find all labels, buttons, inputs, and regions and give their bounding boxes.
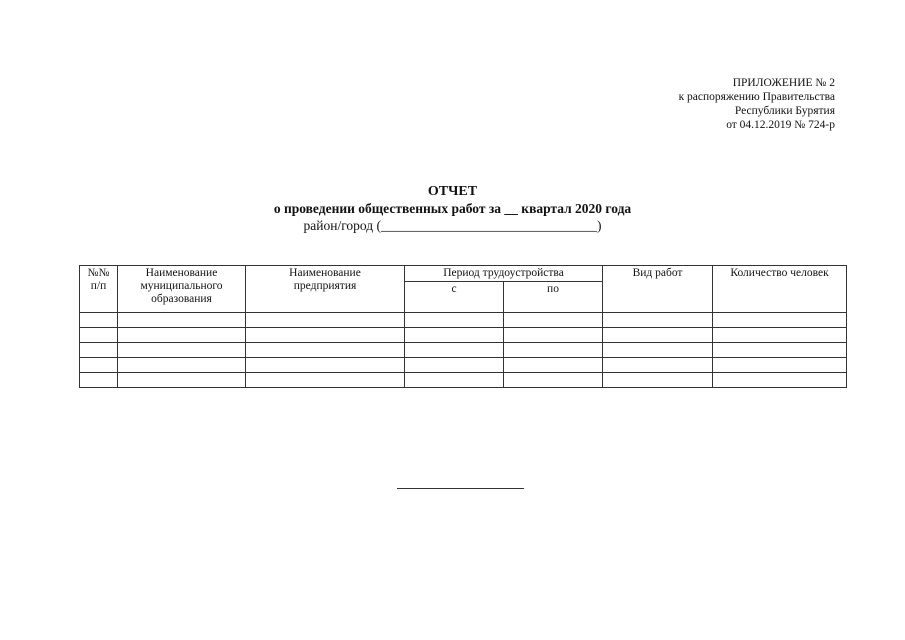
table-cell xyxy=(80,343,118,358)
table-cell xyxy=(713,358,847,373)
table-cell xyxy=(118,358,246,373)
table-cell xyxy=(504,313,603,328)
header-work-type xyxy=(603,266,713,313)
table-cell xyxy=(80,358,118,373)
header-num xyxy=(80,266,118,313)
header-period xyxy=(405,266,603,282)
table-cell xyxy=(118,343,246,358)
header-municipality xyxy=(118,266,246,313)
table-cell xyxy=(504,373,603,388)
header-period-to xyxy=(504,282,603,313)
header-enterprise-text: Наименование предприятия xyxy=(289,267,361,292)
table-row xyxy=(80,373,847,388)
table-cell xyxy=(405,313,504,328)
appendix-date: от 04.12.2019 № 724-р xyxy=(726,119,835,131)
table-row xyxy=(80,358,847,373)
appendix-order-line: к распоряжению Правительства xyxy=(678,91,835,103)
table-cell xyxy=(603,358,713,373)
appendix-header xyxy=(679,76,835,132)
header-period-from xyxy=(405,282,504,313)
report-region: район/город (________________________________) xyxy=(303,218,602,233)
table-cell xyxy=(118,313,246,328)
table-cell xyxy=(246,313,405,328)
table-row xyxy=(80,313,847,328)
header-num-text: №№ п/п xyxy=(87,267,110,292)
header-municipality-text: Наименование муниципального образования xyxy=(140,267,223,305)
table-cell xyxy=(80,328,118,343)
header-people-count xyxy=(713,266,847,313)
table-cell xyxy=(405,328,504,343)
table-cell xyxy=(713,328,847,343)
table-cell xyxy=(504,328,603,343)
appendix-number: ПРИЛОЖЕНИЕ № 2 xyxy=(732,77,835,89)
header-period-text: Период трудоустройства xyxy=(443,267,564,279)
table-cell xyxy=(504,343,603,358)
table-cell xyxy=(603,373,713,388)
table-cell xyxy=(713,313,847,328)
report-subtitle: о проведении общественных работ за __ квартал 2020 года xyxy=(273,201,632,216)
header-period-to-text: по xyxy=(547,283,559,295)
table-cell xyxy=(405,358,504,373)
table-cell xyxy=(405,343,504,358)
table-cell xyxy=(246,358,405,373)
table-cell xyxy=(603,313,713,328)
table-cell xyxy=(713,343,847,358)
appendix-republic: Республики Бурятия xyxy=(734,105,835,117)
table-row xyxy=(80,343,847,358)
report-table xyxy=(79,265,847,388)
table-cell xyxy=(603,328,713,343)
table-cell xyxy=(80,313,118,328)
report-title-block xyxy=(0,183,905,234)
table-cell xyxy=(713,373,847,388)
header-period-from-text: с xyxy=(451,283,457,295)
table-cell xyxy=(246,343,405,358)
report-title: ОТЧЕТ xyxy=(427,184,478,199)
table-cell xyxy=(80,373,118,388)
header-work-type-text: Вид работ xyxy=(632,267,683,279)
table-cell xyxy=(246,328,405,343)
table-cell xyxy=(504,358,603,373)
table-cell xyxy=(405,373,504,388)
header-enterprise xyxy=(246,266,405,313)
table-cell xyxy=(118,328,246,343)
table-header-row xyxy=(80,266,847,282)
table-cell xyxy=(603,343,713,358)
table-cell xyxy=(118,373,246,388)
table-body xyxy=(80,313,847,388)
table-cell xyxy=(246,373,405,388)
table-row xyxy=(80,328,847,343)
header-people-count-text: Количество человек xyxy=(730,267,829,279)
signature-line xyxy=(397,488,524,489)
